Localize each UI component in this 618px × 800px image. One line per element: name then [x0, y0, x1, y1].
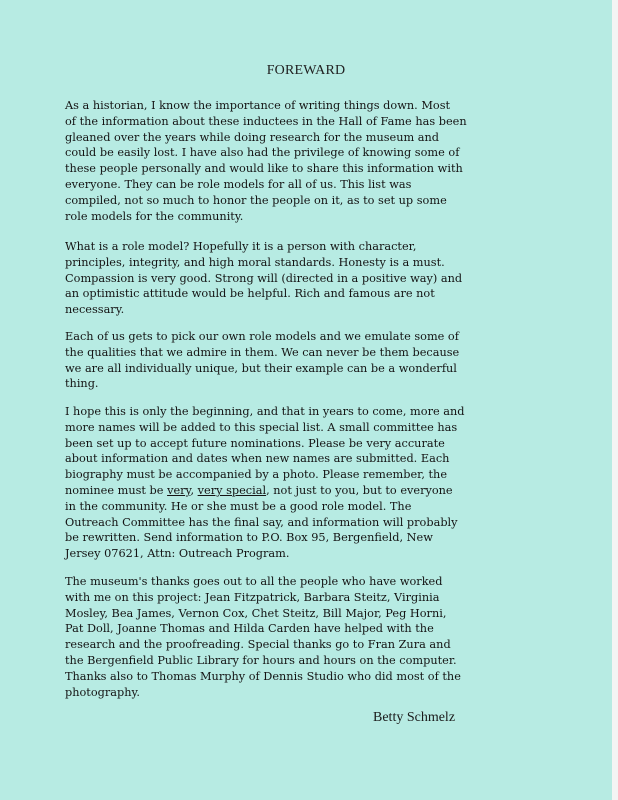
text-line: principles, integrity, and high moral standards. Honesty is a must. — [65, 255, 445, 269]
text-line: Thanks also to Thomas Murphy of Dennis Studio who did most of the — [65, 669, 461, 683]
text-line: we are all individually unique, but their example can be a wonderful — [65, 361, 457, 375]
text-line: Outreach Committee has the final say, and information will probably — [65, 515, 458, 529]
text-line: be rewritten. Send information to P.O. Box 95, Bergenfield, New — [65, 531, 433, 545]
paragraph-1 — [65, 98, 605, 224]
text-line: gleaned over the years while doing research for the museum and — [65, 130, 440, 144]
text-line: Compassion is very good. Strong will (directed in a positive way) and — [65, 271, 463, 285]
text-line: about information and dates when new names are submitted. Each — [65, 452, 450, 466]
paragraph-4 — [65, 404, 605, 562]
text-line: photography. — [65, 685, 140, 699]
text-line: been set up to accept future nominations. Please be very accurate — [65, 436, 445, 450]
text-line: As a historian, I know the importance of writing things down. Most — [65, 99, 451, 112]
text-line: the Bergenfield Public Library for hours and hours on the computer. — [65, 653, 457, 667]
text-fragment: nominee must be — [65, 483, 168, 497]
paragraph-5 — [65, 574, 605, 700]
paragraph-3 — [65, 329, 605, 392]
text-line: The museum's thanks goes out to all the people who have worked — [65, 575, 443, 588]
paragraph-2 — [65, 239, 605, 318]
text-line: Each of us gets to pick our own role models and we emulate some of — [65, 330, 459, 343]
text-line: the qualities that we admire in them. We can never be them because — [65, 345, 460, 359]
text-line: Mosley, Bea James, Vernon Cox, Chet Steitz, Bill Major, Peg Horni, — [65, 606, 447, 620]
text-line: Jersey 07621, Attn: Outreach Program. — [65, 547, 290, 561]
underlined-word: very — [167, 483, 191, 497]
text-line: biography must be accompanied by a photo. Please remember, the — [65, 468, 448, 482]
text-line: everyone. They can be role models for all of us. This list was — [65, 177, 412, 191]
text-line: role models for the community. — [65, 209, 244, 223]
text-line: these people personally and would like to share this information with — [65, 162, 463, 176]
signature: Betty Schmelz — [373, 710, 456, 725]
page-title: FOREWARD — [266, 63, 346, 78]
text-line: I hope this is only the beginning, and that in years to come, more and — [65, 405, 465, 418]
text-line: in the community. He or she must be a good role model. The — [65, 499, 412, 513]
text-line: necessary. — [65, 303, 125, 317]
text-line: research and the proofreading. Special thanks go to Fran Zura and — [65, 638, 451, 652]
text-fragment: , not just to you, but to everyone — [266, 483, 453, 497]
text-line: with me on this project: Jean Fitzpatrick, Barbara Steitz, Virginia — [65, 590, 440, 604]
text-fragment: , — [190, 483, 198, 497]
text-line: could be easily lost. I have also had the privilege of knowing some of — [65, 146, 460, 160]
text-line: compiled, not so much to honor the people on it, as to set up some — [65, 193, 447, 207]
underlined-word: very special — [197, 483, 267, 497]
text-line: of the information about these inductees in the Hall of Fame has been — [65, 114, 467, 128]
text-line: What is a role model? Hopefully it is a person with character, — [65, 240, 417, 253]
text-line: thing. — [65, 377, 99, 391]
scan-edge — [612, 0, 618, 800]
text-line: more names will be added to this special list. A small committee has — [65, 420, 458, 434]
text-line: Pat Doll, Joanne Thomas and Hilda Carden have helped with the — [65, 622, 434, 636]
text-line: an optimistic attitude would be helpful. Rich and famous are not — [65, 287, 435, 301]
emphasis-line — [65, 483, 605, 499]
